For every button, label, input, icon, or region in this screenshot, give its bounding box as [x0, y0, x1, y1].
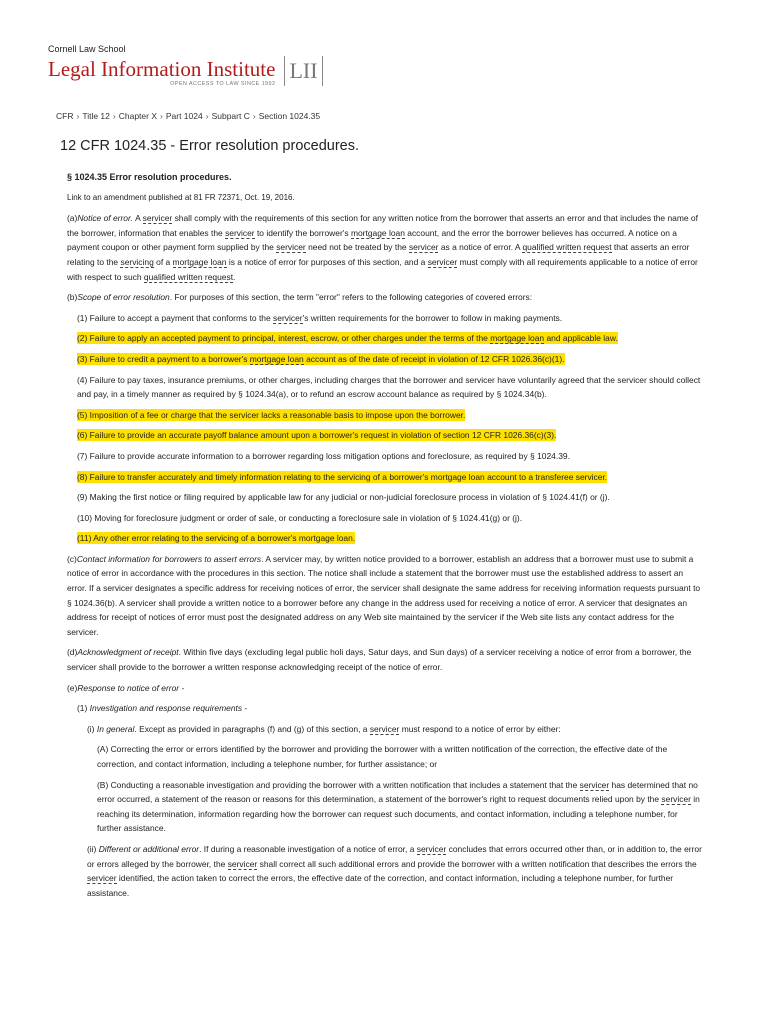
text-segment: is a notice of error for purposes of this section, and a [226, 256, 428, 267]
defined-term-link[interactable]: servicer [273, 312, 303, 323]
defined-term-link[interactable]: servicer [416, 843, 447, 854]
breadcrumb-separator: › [76, 111, 80, 121]
text-segment: A [135, 213, 143, 224]
text-segment: Failure to provide an accurate payoff balance amount upon a borrower's request in violation of section 12 CFR 1026.36(c)(3). [89, 430, 557, 441]
text-segment: Failure to apply an accepted payment to principal, interest, escrow, or other charges under the terms of the [89, 333, 491, 344]
paragraph [67, 490, 703, 505]
paragraph-text [77, 375, 700, 400]
text-segment: Imposition of a fee or charge that the servicer lacks a reasonable basis to impose upon the borrower. [89, 409, 466, 420]
paragraph [67, 511, 703, 526]
paragraph-text [77, 703, 247, 713]
text-segment: shall comply with the requirements of this section for any written notice from the borrower that asserts an error and that includes the name of the borrower, information that enables the [67, 213, 698, 238]
paragraph [67, 842, 703, 900]
text-segment: Making the first notice or filing required by applicable law for any judicial or non-judicial foreclosure process in violation of § 1024.41(f) or (j). [89, 492, 610, 503]
breadcrumb-separator: › [160, 111, 163, 121]
defined-term-link[interactable]: mortgage loan [350, 227, 405, 238]
paragraph [67, 331, 703, 346]
defined-term-link[interactable]: mortgage loan [172, 256, 227, 267]
breadcrumb-link[interactable]: Section 1024.35 [258, 111, 321, 121]
text-segment: . If during a reasonable investigation of a notice of error, a [199, 843, 417, 854]
text-segment: account, and the error the borrower believes has occurred. A notice on a payment coupon or other payment form supplied by the [67, 227, 677, 253]
paragraph-text [67, 647, 691, 672]
text-segment: must respond to a notice of error by either: [399, 723, 561, 734]
highlighted-text [77, 471, 607, 483]
paragraph-text [97, 780, 700, 834]
text-segment: need not be treated by the [305, 242, 409, 253]
highlighted-text [77, 353, 565, 365]
text-segment: . For purposes of this section, the term "error" refers to the following categories of covered errors: [169, 292, 533, 303]
defined-term-link[interactable]: servicer [227, 858, 258, 869]
paragraph-marker: (i) [87, 723, 97, 734]
breadcrumb-separator: › [205, 111, 209, 121]
lii-logo[interactable] [48, 58, 323, 87]
breadcrumb-link[interactable]: CFR [56, 111, 74, 121]
paragraph-marker: (1) [77, 703, 90, 714]
paragraph-marker: (9) [77, 492, 90, 503]
paragraph-heading: Contact information for borrowers to assert errors [76, 553, 262, 564]
paragraph-text [77, 313, 562, 324]
paragraph [67, 470, 703, 485]
paragraph-marker: (6) [77, 430, 90, 441]
text-segment: identified, the action taken to correct the errors, the effective date of the correction, and contact information, including a telephone number, for further assistance. [87, 873, 674, 898]
breadcrumb-link[interactable]: Subpart C [211, 111, 250, 121]
paragraph [67, 211, 703, 284]
breadcrumb-link[interactable]: Part 1024 [165, 111, 203, 121]
text-segment: in reaching its determination, information regarding how the borrower can request such documents, and contact information, including a telephone number, for further assistance. [97, 794, 700, 834]
paragraph-text [67, 554, 700, 637]
text-segment: Failure to provide accurate information to a borrower regarding loss mitigation options and foreclosure, as required by § 1024.39. [89, 450, 570, 461]
section-heading: § 1024.35 Error resolution procedures. [67, 172, 232, 182]
text-segment: . [233, 271, 236, 282]
paragraph-text [67, 683, 184, 693]
paragraph [67, 373, 703, 402]
defined-term-link[interactable]: servicer [427, 256, 458, 267]
text-segment: that asserts an error relating to the [67, 242, 690, 267]
paragraph-marker: (11) [77, 533, 94, 544]
paragraph-marker: (7) [77, 450, 90, 461]
amendment-link[interactable]: Link to an amendment published at 81 FR 72371, Oct. 19, 2016. [67, 192, 295, 202]
text-segment: shall correct all such additional errors and provide the borrower with a written notification that describes the errors the [257, 858, 697, 869]
text-segment: has determined that no error occurred, a statement of the reason or reasons for this determination, a statement of the borrower's right to request documents relied upon by the [97, 779, 698, 805]
breadcrumb-separator: › [252, 111, 256, 121]
paragraph-heading: Different or additional error [98, 843, 200, 854]
paragraph [67, 552, 703, 640]
paragraph [67, 428, 703, 443]
paragraph-marker: (8) [77, 471, 90, 482]
defined-term-link[interactable]: qualified written request [522, 242, 612, 253]
paragraph-marker: (B) [97, 779, 111, 790]
text-segment: Failure to accept a payment that conforms to the [89, 312, 274, 323]
text-segment: . A servicer may, by written notice provided to a borrower, establish an address that a borrower must use to submit a notice of error in accordance with the procedures in this section. The notice shall include a statement that the borrower must use the established address to assert an error. If a servicer designates a specific address for receiving notices of error, the servicer shall designate the same address for receiving information requests pursuant to § 1024.36(b). A servicer shall provide a written notice to a borrower before any change in the address used for receiving a notice of error. A servicer that designates an address for receipt of notices of error must post the designated address on any Web site maintained by the servicer if the Web site lists any contact address for the servicer. [67, 553, 701, 637]
paragraph [67, 722, 703, 737]
paragraph-text [77, 451, 570, 461]
text-segment: account as of the date of receipt in violation of 12 CFR 1026.36(c)(1). [303, 353, 565, 364]
defined-term-link[interactable]: servicing [120, 256, 154, 267]
defined-term-link[interactable]: servicer [142, 213, 173, 224]
paragraph-heading: Notice of error. [77, 213, 136, 224]
lii-mark: LII [284, 56, 322, 86]
breadcrumb-link[interactable]: Chapter X [118, 111, 158, 121]
paragraph [67, 531, 703, 546]
text-segment: Failure to pay taxes, insurance premiums, or other charges, including charges that the borrower and servicer have voluntarily agreed that the servicer should collect and pay, in a timely manner as required by § 1024.34(a), or to refund an escrow account balance as required by § 1024.34(b). [77, 374, 701, 400]
text-segment: to identify the borrower's [254, 227, 351, 238]
text-segment: Failure to transfer accurately and timely information relating to the servicing of a borrower's mortgage loan account to a transferee servicer. [89, 471, 608, 482]
paragraph-heading: Scope of error resolution [77, 292, 170, 303]
paragraph-marker: (a) [67, 213, 78, 224]
paragraph-text [67, 292, 532, 302]
defined-term-link[interactable]: servicer [661, 794, 691, 805]
paragraph-heading: Acknowledgment of receipt [77, 647, 179, 658]
paragraph-marker: (5) [77, 409, 90, 420]
paragraph-heading: In general [96, 723, 135, 734]
highlighted-text [77, 429, 556, 441]
page-title: 12 CFR 1024.35 - Error resolution procedures. [60, 138, 360, 154]
defined-term-link[interactable]: servicer [225, 227, 255, 238]
defined-term-link[interactable]: servicer [276, 242, 306, 253]
paragraph-marker: (A) [97, 744, 111, 755]
regulation-text [67, 170, 703, 906]
defined-term-link[interactable]: servicer [408, 242, 439, 253]
paragraph-marker: (ii) [87, 843, 99, 854]
paragraph [67, 778, 703, 836]
highlighted-text [77, 332, 618, 344]
paragraph-marker: (b) [67, 292, 78, 303]
breadcrumb-separator: › [112, 111, 116, 121]
paragraph [67, 408, 703, 423]
paragraph-text [97, 744, 667, 769]
text-segment: . Within five days (excluding legal public holi days, Satur days, and Sun days) of a servicer receiving a notice of error from a borrower, the servicer shall provide to the borrower a written response acknowledging receipt of the notice of error. [67, 647, 692, 673]
defined-term-link[interactable]: servicer [87, 873, 117, 884]
text-segment: and applicable law. [544, 333, 618, 344]
paragraph-marker: (2) [77, 333, 90, 344]
text-segment: as a notice of error. A [438, 242, 523, 253]
paragraph [67, 701, 703, 716]
text-segment: Moving for foreclosure judgment or order of sale, or conducting a foreclosure sale in violation of § 1024.41(g) or (j). [94, 512, 523, 523]
text-segment: concludes that errors occurred other than, or in addition to, the error or errors alleged by the borrower, the [87, 843, 702, 869]
paragraph-marker: (10) [77, 512, 95, 523]
paragraph-marker: (d) [67, 647, 78, 658]
paragraph-heading: Investigation and response requirements - [89, 703, 248, 714]
paragraph [67, 681, 703, 696]
paragraph-text [77, 492, 610, 502]
institute-name: Legal Information Institute [48, 57, 276, 81]
paragraph [67, 449, 703, 464]
paragraph [67, 645, 703, 674]
paragraph [67, 290, 703, 305]
paragraph-marker: (e) [67, 682, 78, 693]
paragraph-marker: (3) [77, 353, 90, 364]
breadcrumb-link[interactable]: Title 12 [82, 111, 110, 121]
defined-term-link[interactable]: qualified written request [143, 271, 234, 282]
defined-term-link[interactable]: servicer [369, 723, 400, 734]
highlighted-text [77, 409, 465, 421]
paragraph-text [67, 213, 698, 282]
text-segment: . Except as provided in paragraphs (f) and (g) of this section, a [134, 723, 370, 734]
school-name[interactable]: Cornell Law School [48, 44, 126, 54]
paragraph-marker: (1) [77, 312, 90, 323]
highlighted-text [77, 532, 355, 544]
paragraph-text [87, 844, 702, 898]
paragraph-text [87, 724, 561, 735]
site-header [48, 44, 323, 87]
text-segment: Correcting the error or errors identified by the borrower and providing the borrower with a written notification of the correction, the effective date of the correction, and contact information, including a telephone number, for further assistance; or [97, 744, 668, 769]
paragraph [67, 311, 703, 326]
paragraph [67, 352, 703, 367]
paragraph [67, 742, 703, 771]
paragraph-marker: (4) [77, 374, 90, 385]
text-segment: Failure to credit a payment to a borrower's [89, 353, 250, 364]
text-segment: Conducting a reasonable investigation and providing the borrower with a written notification that includes a statement that the [110, 779, 580, 790]
paragraph-text [77, 513, 522, 523]
text-segment: 's written requirements for the borrower to follow in making payments. [302, 312, 563, 323]
defined-term-link[interactable]: servicer [579, 779, 610, 790]
defined-term-link[interactable]: mortgage loan [490, 333, 545, 344]
institute-tagline: OPEN ACCESS TO LAW SINCE 1992 [170, 81, 276, 87]
text-segment: of a [153, 256, 173, 267]
paragraph-heading: Response to notice of error - [77, 682, 185, 693]
defined-term-link[interactable]: mortgage loan [249, 353, 304, 364]
text-segment: must comply with all requirements applicable to a notice of error with respect to such [67, 256, 698, 282]
breadcrumb [56, 111, 320, 121]
text-segment: Any other error relating to the servicing of a borrower's mortgage loan. [93, 533, 356, 544]
paragraph-marker: (c) [67, 553, 77, 564]
